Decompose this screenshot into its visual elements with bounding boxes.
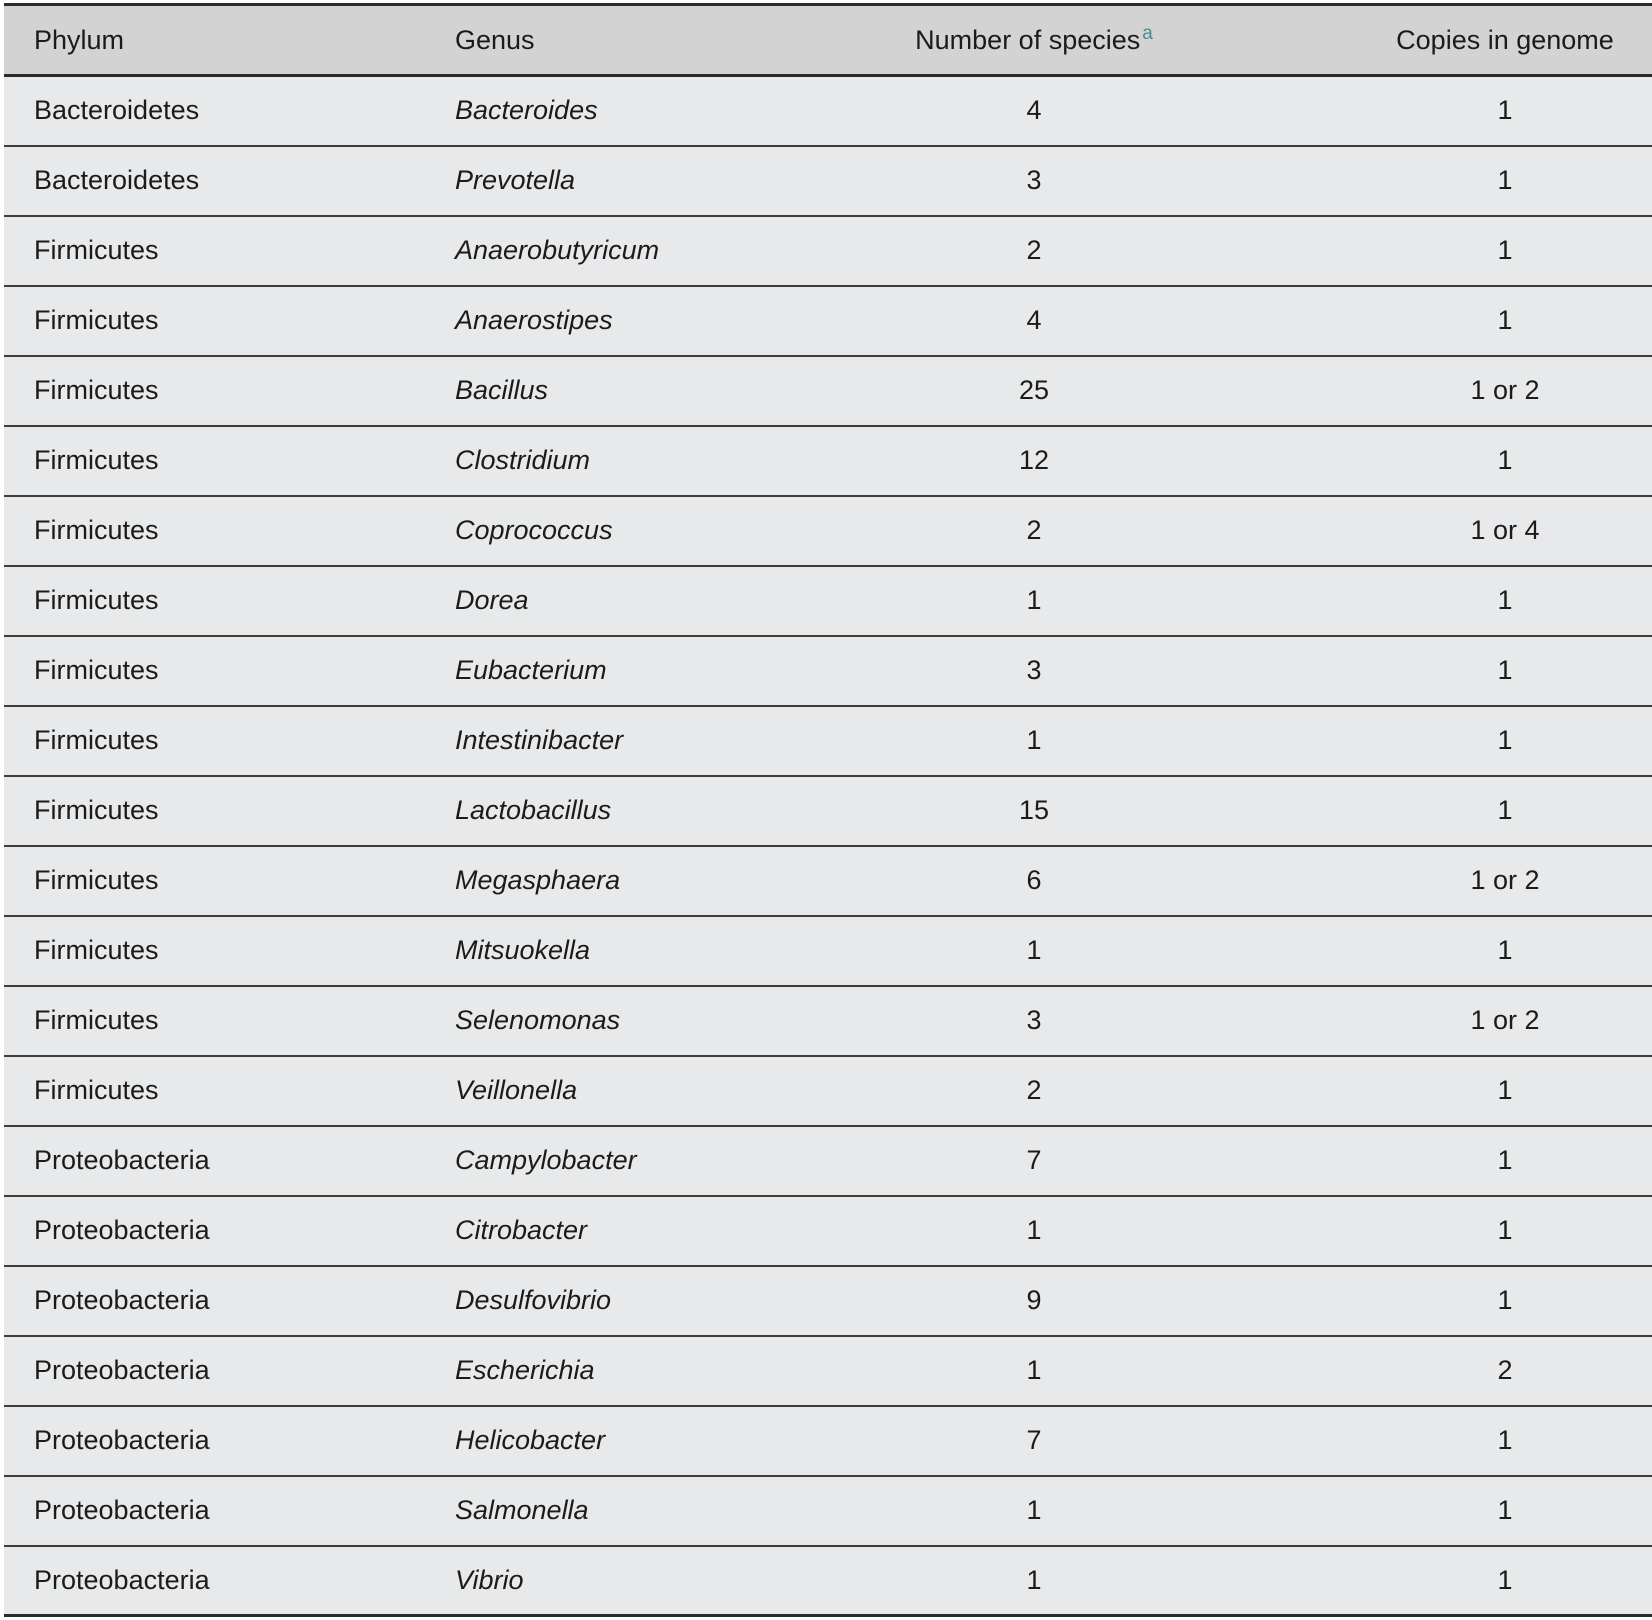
cell-genus: Helicobacter (399, 1406, 849, 1476)
cell-genus: Eubacterium (399, 636, 849, 706)
cell-phylum: Firmicutes (4, 846, 399, 916)
table-row (4, 1196, 1652, 1266)
table-row (4, 776, 1652, 846)
cell-copies-in-genome: 1 (1219, 216, 1652, 286)
cell-copies-in-genome: 1 (1219, 146, 1652, 216)
table-row (4, 846, 1652, 916)
cell-copies-in-genome: 1 or 2 (1219, 986, 1652, 1056)
cell-genus: Escherichia (399, 1336, 849, 1406)
footnote-marker-a: a (1142, 22, 1153, 44)
cell-phylum: Proteobacteria (4, 1546, 399, 1616)
cell-phylum: Proteobacteria (4, 1476, 399, 1546)
table-row (4, 1546, 1652, 1616)
cell-genus: Selenomonas (399, 986, 849, 1056)
cell-species-count: 1 (849, 1476, 1219, 1546)
table-row (4, 1406, 1652, 1476)
cell-copies-in-genome: 1 (1219, 1406, 1652, 1476)
cell-phylum: Firmicutes (4, 776, 399, 846)
table-row (4, 496, 1652, 566)
cell-phylum: Proteobacteria (4, 1266, 399, 1336)
cell-phylum: Firmicutes (4, 566, 399, 636)
cell-species-count: 1 (849, 706, 1219, 776)
table-row (4, 1266, 1652, 1336)
table-row (4, 146, 1652, 216)
cell-phylum: Firmicutes (4, 986, 399, 1056)
cell-copies-in-genome: 1 (1219, 1196, 1652, 1266)
cell-species-count: 3 (849, 986, 1219, 1056)
cell-copies-in-genome: 1 (1219, 1266, 1652, 1336)
species-table (4, 3, 1652, 1617)
cell-genus: Bacillus (399, 356, 849, 426)
cell-genus: Prevotella (399, 146, 849, 216)
table-row (4, 1476, 1652, 1546)
cell-species-count: 4 (849, 286, 1219, 356)
cell-phylum: Firmicutes (4, 636, 399, 706)
cell-copies-in-genome: 1 or 2 (1219, 846, 1652, 916)
col-header-genus: Genus (399, 5, 849, 76)
cell-species-count: 6 (849, 846, 1219, 916)
table-body (4, 76, 1652, 1616)
table-row (4, 216, 1652, 286)
cell-phylum: Proteobacteria (4, 1126, 399, 1196)
cell-phylum: Bacteroidetes (4, 146, 399, 216)
cell-copies-in-genome: 1 (1219, 1476, 1652, 1546)
cell-genus: Dorea (399, 566, 849, 636)
cell-phylum: Firmicutes (4, 1056, 399, 1126)
cell-copies-in-genome: 1 (1219, 566, 1652, 636)
cell-phylum: Firmicutes (4, 916, 399, 986)
cell-phylum: Bacteroidetes (4, 76, 399, 146)
table-row (4, 636, 1652, 706)
cell-genus: Bacteroides (399, 76, 849, 146)
cell-species-count: 15 (849, 776, 1219, 846)
cell-phylum: Firmicutes (4, 426, 399, 496)
cell-species-count: 1 (849, 1336, 1219, 1406)
table-row (4, 706, 1652, 776)
cell-phylum: Proteobacteria (4, 1196, 399, 1266)
cell-genus: Coprococcus (399, 496, 849, 566)
table-row (4, 76, 1652, 146)
col-header-copies-in-genome: Copies in genome (1219, 5, 1652, 76)
cell-species-count: 9 (849, 1266, 1219, 1336)
cell-genus: Anaerostipes (399, 286, 849, 356)
cell-copies-in-genome: 1 or 2 (1219, 356, 1652, 426)
cell-species-count: 1 (849, 1546, 1219, 1616)
table-row (4, 986, 1652, 1056)
col-header-phylum: Phylum (4, 5, 399, 76)
table-row (4, 426, 1652, 496)
cell-phylum: Proteobacteria (4, 1406, 399, 1476)
cell-species-count: 2 (849, 496, 1219, 566)
cell-copies-in-genome: 1 (1219, 426, 1652, 496)
cell-species-count: 3 (849, 146, 1219, 216)
table-row (4, 916, 1652, 986)
table-row (4, 1336, 1652, 1406)
cell-genus: Lactobacillus (399, 776, 849, 846)
cell-copies-in-genome: 1 (1219, 916, 1652, 986)
cell-species-count: 1 (849, 916, 1219, 986)
cell-species-count: 7 (849, 1126, 1219, 1196)
cell-genus: Anaerobutyricum (399, 216, 849, 286)
cell-species-count: 12 (849, 426, 1219, 496)
cell-species-count: 1 (849, 1196, 1219, 1266)
cell-genus: Clostridium (399, 426, 849, 496)
cell-phylum: Proteobacteria (4, 1336, 399, 1406)
table-row (4, 566, 1652, 636)
cell-genus: Megasphaera (399, 846, 849, 916)
cell-copies-in-genome: 1 (1219, 76, 1652, 146)
table-row (4, 286, 1652, 356)
cell-genus: Intestinibacter (399, 706, 849, 776)
table-row (4, 1126, 1652, 1196)
cell-genus: Campylobacter (399, 1126, 849, 1196)
cell-genus: Vibrio (399, 1546, 849, 1616)
table-row (4, 1056, 1652, 1126)
cell-phylum: Firmicutes (4, 356, 399, 426)
cell-copies-in-genome: 1 or 4 (1219, 496, 1652, 566)
cell-species-count: 25 (849, 356, 1219, 426)
cell-species-count: 4 (849, 76, 1219, 146)
cell-phylum: Firmicutes (4, 286, 399, 356)
cell-copies-in-genome: 1 (1219, 1546, 1652, 1616)
cell-genus: Veillonella (399, 1056, 849, 1126)
cell-genus: Mitsuokella (399, 916, 849, 986)
header-row (4, 5, 1652, 76)
cell-copies-in-genome: 1 (1219, 286, 1652, 356)
cell-species-count: 1 (849, 566, 1219, 636)
cell-genus: Citrobacter (399, 1196, 849, 1266)
cell-species-count: 3 (849, 636, 1219, 706)
col-header-number-of-species (849, 5, 1219, 76)
cell-species-count: 7 (849, 1406, 1219, 1476)
cell-phylum: Firmicutes (4, 216, 399, 286)
cell-copies-in-genome: 1 (1219, 1056, 1652, 1126)
cell-copies-in-genome: 1 (1219, 1126, 1652, 1196)
cell-copies-in-genome: 1 (1219, 706, 1652, 776)
cell-phylum: Firmicutes (4, 496, 399, 566)
cell-copies-in-genome: 1 (1219, 636, 1652, 706)
cell-copies-in-genome: 1 (1219, 776, 1652, 846)
cell-genus: Desulfovibrio (399, 1266, 849, 1336)
cell-copies-in-genome: 2 (1219, 1336, 1652, 1406)
cell-species-count: 2 (849, 1056, 1219, 1126)
cell-species-count: 2 (849, 216, 1219, 286)
cell-genus: Salmonella (399, 1476, 849, 1546)
cell-phylum: Firmicutes (4, 706, 399, 776)
table-row (4, 356, 1652, 426)
col-header-number-of-species-label: Number of species (915, 24, 1141, 55)
